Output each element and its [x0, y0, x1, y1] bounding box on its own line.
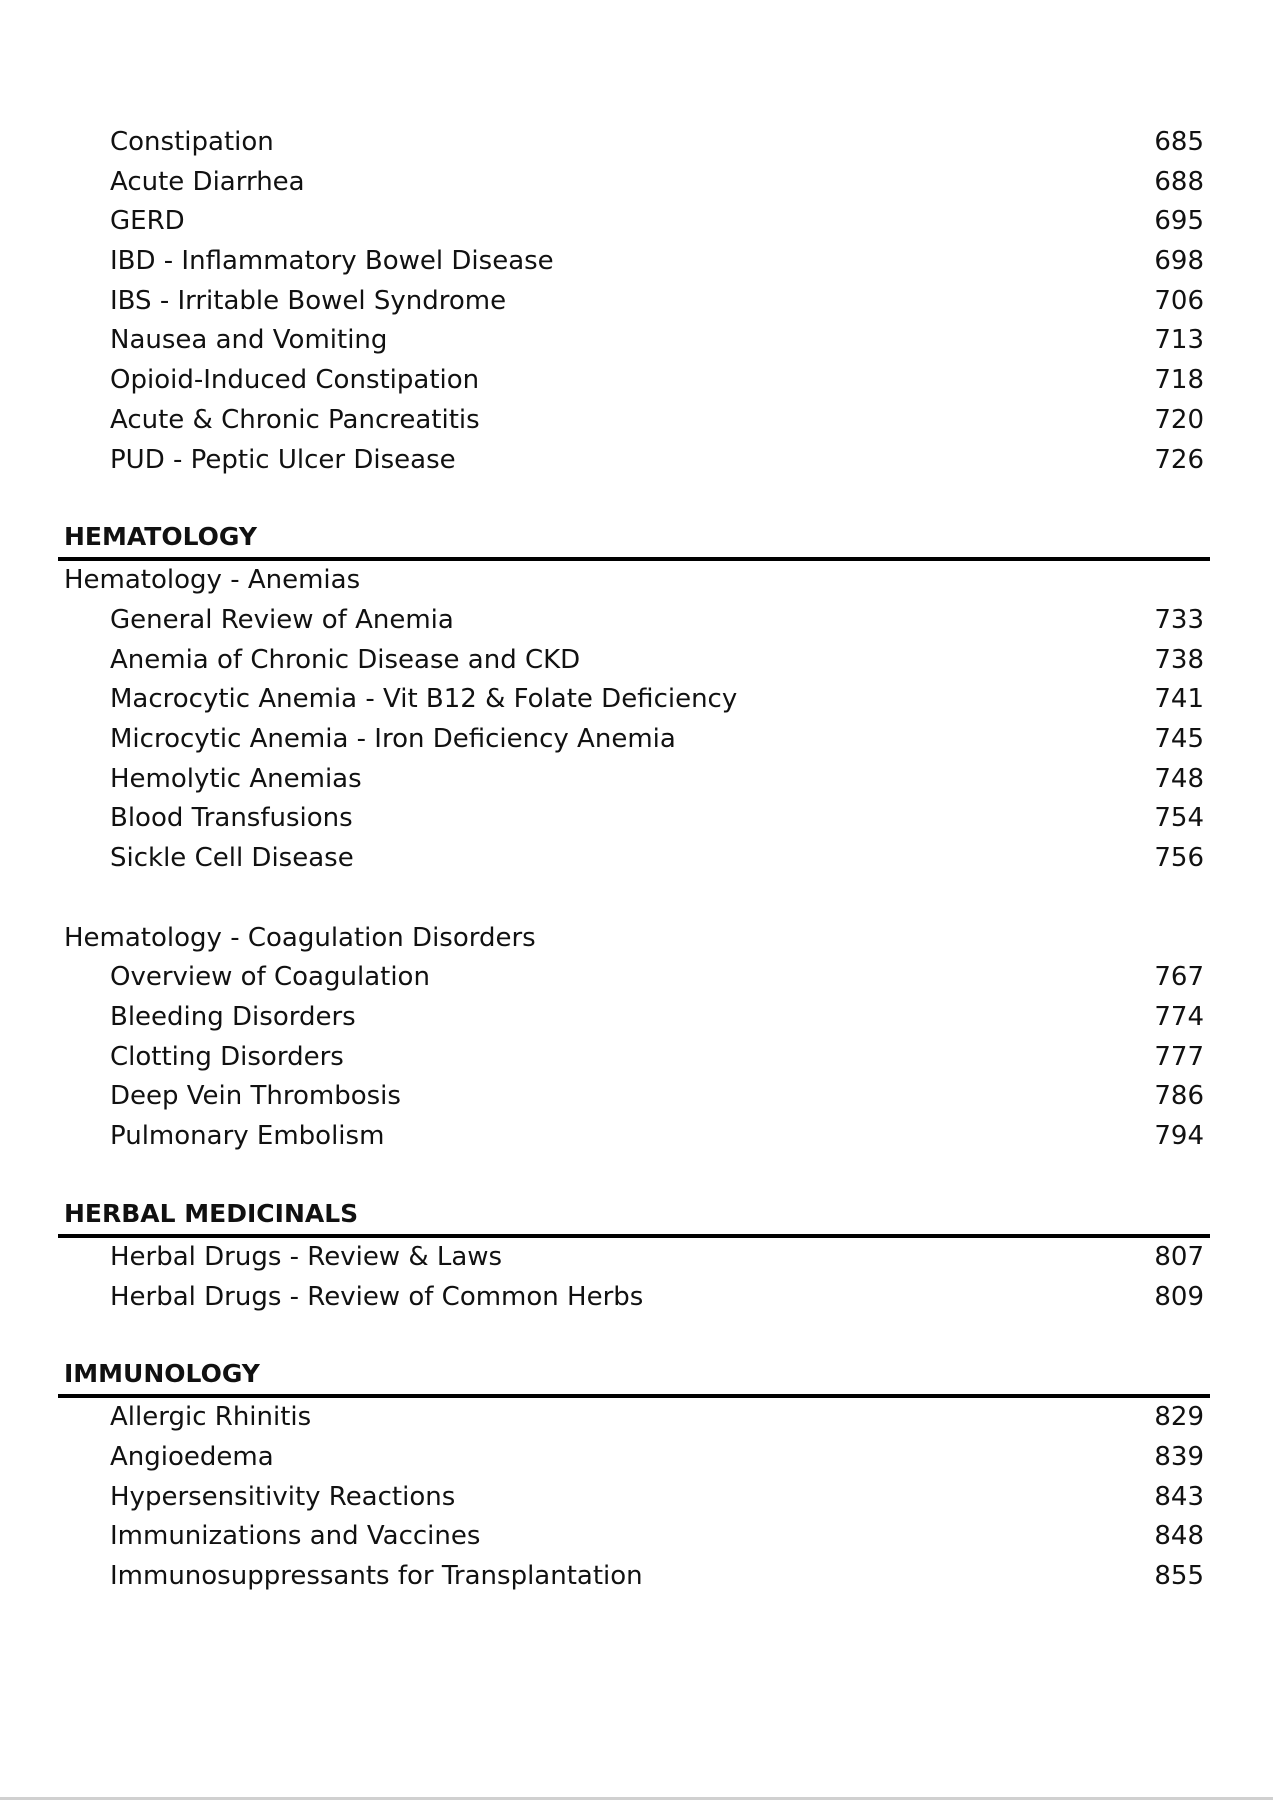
subsection-heading: Hematology - Anemias: [64, 565, 361, 596]
toc-entry-page: 720: [1154, 404, 1204, 435]
toc-entry-title: Angioedema: [110, 1441, 274, 1472]
toc-entry-title: Constipation: [110, 127, 274, 157]
toc-entry[interactable]: [58, 1077, 1210, 1117]
section-immunology: [58, 1354, 1210, 1596]
toc-entry-page: 839: [1154, 1441, 1204, 1472]
toc-entry-page: 756: [1154, 843, 1204, 873]
toc-entry[interactable]: [58, 680, 1210, 720]
toc-entry[interactable]: [58, 601, 1210, 641]
toc-entry[interactable]: [58, 1557, 1210, 1597]
toc-entry[interactable]: [58, 1038, 1210, 1078]
toc-entry-page: 848: [1154, 1521, 1204, 1552]
gi-items-list: [58, 123, 1210, 480]
toc-entry-page: 748: [1154, 763, 1204, 794]
toc-entry-page: 786: [1154, 1081, 1204, 1112]
toc-entry-title: Allergic Rhinitis: [110, 1402, 312, 1433]
toc-entry-page: 809: [1154, 1281, 1204, 1312]
toc-entry[interactable]: [58, 202, 1210, 242]
toc-entry[interactable]: [58, 1478, 1210, 1518]
toc-entry[interactable]: [58, 163, 1210, 203]
section-hematology: [58, 517, 1210, 1157]
toc-entry-title: GERD: [110, 206, 185, 237]
toc-entry-title: Immunizations and Vaccines: [110, 1521, 481, 1552]
toc-entry-page: 726: [1154, 444, 1204, 475]
section-heading: IMMUNOLOGY: [58, 1354, 1210, 1398]
toc-entry-page: 807: [1154, 1241, 1204, 1272]
toc-entry[interactable]: [58, 799, 1210, 839]
toc-entry-page: 767: [1154, 962, 1204, 993]
section-heading: HEMATOLOGY: [58, 517, 1210, 561]
toc-entry-page: 738: [1154, 644, 1204, 675]
toc-entry-page: 695: [1154, 206, 1204, 237]
toc-entry-title: IBS - Irritable Bowel Syndrome: [110, 285, 507, 316]
toc-entry[interactable]: [58, 441, 1210, 481]
toc-entry-page: 698: [1154, 246, 1204, 277]
toc-entry-page: 706: [1154, 285, 1204, 316]
toc-entry[interactable]: [58, 641, 1210, 681]
toc-entry-page: 741: [1154, 684, 1204, 715]
toc-entry[interactable]: [58, 839, 1210, 879]
toc-entry-page: 774: [1154, 1002, 1204, 1033]
toc-entry-page: 843: [1154, 1481, 1204, 1512]
toc-entry-title: Acute & Chronic Pancreatitis: [110, 404, 480, 435]
toc-entry-title: Herbal Drugs - Review & Laws: [110, 1241, 503, 1272]
toc-entry[interactable]: [58, 958, 1210, 998]
toc-entry-title: Clotting Disorders: [110, 1041, 344, 1072]
section-herbal-medicinals: [58, 1194, 1210, 1317]
toc-entry-title: PUD - Peptic Ulcer Disease: [110, 444, 456, 475]
toc-entry-page: 733: [1154, 604, 1204, 635]
toc-entry-page: 777: [1154, 1041, 1204, 1072]
toc-entry-title: Anemia of Chronic Disease and CKD: [110, 644, 581, 675]
toc-entry-title: Hemolytic Anemias: [110, 763, 362, 794]
toc-entry[interactable]: [58, 1278, 1210, 1318]
toc-entry[interactable]: [58, 1438, 1210, 1478]
toc-entry-page: 855: [1154, 1560, 1204, 1591]
toc-entry-title: Acute Diarrhea: [110, 166, 305, 197]
toc-entry-title: Pulmonary Embolism: [110, 1121, 385, 1152]
subsection-heading: Hematology - Coagulation Disorders: [64, 922, 536, 953]
toc-entry-title: Hypersensitivity Reactions: [110, 1481, 456, 1512]
toc-entry[interactable]: [58, 1517, 1210, 1557]
toc-entry-title: Deep Vein Thrombosis: [110, 1081, 401, 1112]
toc-entry-title: General Review of Anemia: [110, 604, 454, 635]
toc-entry-page: 718: [1154, 365, 1204, 396]
toc-entry-title: Overview of Coagulation: [110, 962, 430, 993]
toc-entry[interactable]: [58, 1398, 1210, 1438]
toc-entry-title: Sickle Cell Disease: [110, 843, 354, 873]
toc-entry[interactable]: [58, 1238, 1210, 1278]
toc-entry-page: 754: [1154, 803, 1204, 834]
table-of-contents: [58, 123, 1210, 1597]
toc-entry[interactable]: [58, 760, 1210, 800]
toc-entry-title: Blood Transfusions: [110, 803, 353, 834]
toc-entry[interactable]: [58, 361, 1210, 401]
toc-entry-title: Opioid-Induced Constipation: [110, 365, 480, 396]
toc-entry-page: 685: [1154, 127, 1204, 157]
section-heading: HERBAL MEDICINALS: [58, 1194, 1210, 1238]
toc-entry-page: 713: [1154, 325, 1204, 356]
toc-entry[interactable]: [58, 401, 1210, 441]
toc-entry-page: 829: [1154, 1402, 1204, 1433]
toc-entry[interactable]: [58, 720, 1210, 760]
toc-entry-title: Immunosuppressants for Transplantation: [110, 1560, 643, 1591]
toc-entry-title: Microcytic Anemia - Iron Deficiency Anemia: [110, 723, 676, 754]
toc-entry-title: IBD - Inflammatory Bowel Disease: [110, 246, 554, 277]
toc-entry-title: Nausea and Vomiting: [110, 325, 388, 356]
toc-entry-title: Herbal Drugs - Review of Common Herbs: [110, 1281, 644, 1312]
toc-entry[interactable]: [58, 242, 1210, 282]
toc-entry-title: Bleeding Disorders: [110, 1002, 356, 1033]
toc-entry-page: 688: [1154, 166, 1204, 197]
toc-entry[interactable]: [58, 123, 1210, 163]
toc-entry-page: 745: [1154, 723, 1204, 754]
toc-entry[interactable]: [58, 321, 1210, 361]
toc-entry-page: 794: [1154, 1121, 1204, 1152]
toc-entry-title: Macrocytic Anemia - Vit B12 & Folate Deficiency: [110, 684, 738, 715]
toc-entry[interactable]: [58, 1117, 1210, 1157]
toc-entry[interactable]: [58, 282, 1210, 322]
toc-entry[interactable]: [58, 998, 1210, 1038]
